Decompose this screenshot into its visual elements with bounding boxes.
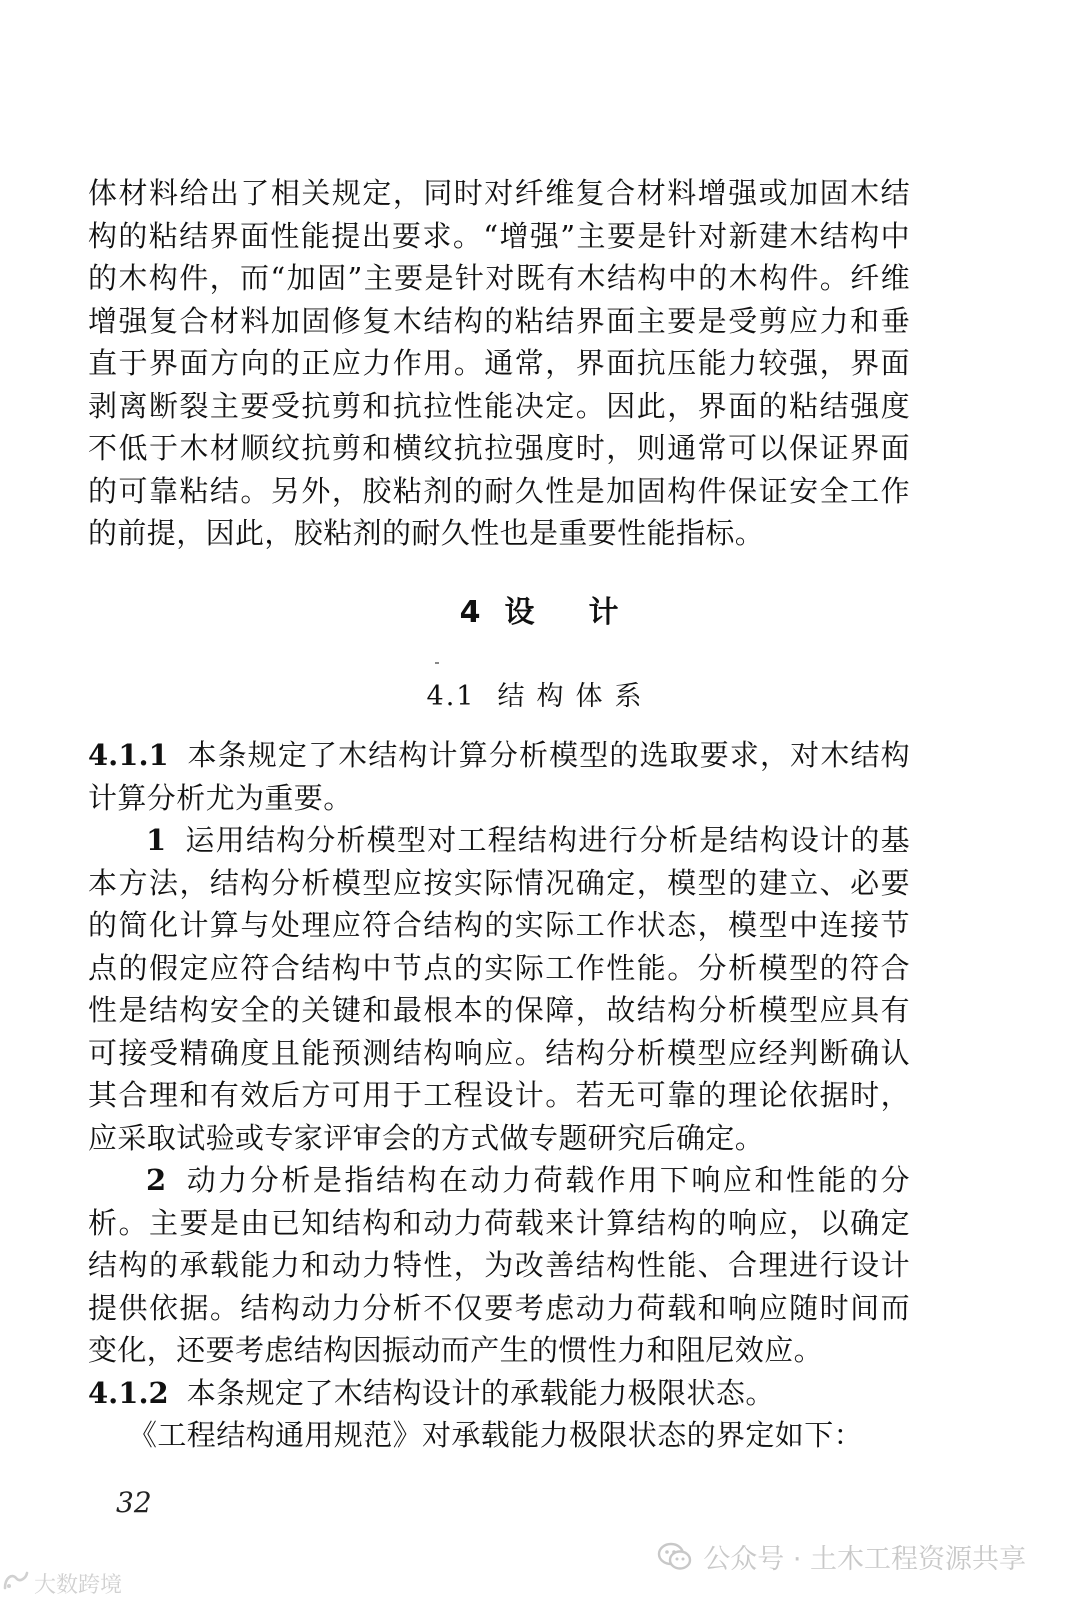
main-text-block [88, 734, 910, 1457]
chapter-number: 4 [459, 595, 483, 630]
clause-4-1-2-follow: 《工程结构通用规范》对承载能力极限状态的界定如下： [128, 1418, 864, 1452]
section-title: 结构体系 [497, 681, 654, 712]
scan-speck [435, 662, 439, 664]
clause-text: 本条规定了木结构设计的承载能力极限状态。 [186, 1375, 775, 1410]
item-number: 2 [146, 1163, 167, 1197]
item-text: 动力分析是指结构在动力荷载作用下响应和性能的分析。主要是由已知结构和动力荷载来计算结构的响应，以确定结构的承载能力和动力特性，为改善结构性能、合理进行设计提供依据。结构动力分析不仅要考虑动力荷载和响应随时间而变化，还要考虑结构因振动而产生的惯性力和阻尼效应。 [88, 1163, 910, 1367]
chapter-title-part1: 设 [504, 595, 537, 630]
watermark-wechat [657, 1537, 1026, 1576]
chapter-title-part2: 计 [588, 595, 621, 630]
watermark-logo-text: 大数跨境 [34, 1573, 123, 1598]
section-heading [0, 674, 1080, 713]
clause-item-1 [88, 819, 910, 1159]
chapter-heading [0, 587, 1080, 631]
section-number: 4.1 [426, 681, 476, 712]
item-number: 1 [146, 823, 167, 857]
clause-4-1-1 [88, 734, 910, 819]
item-text: 运用结构分析模型对工程结构进行分析是结构设计的基本方法，结构分析模型应按实际情况确定，模型的建立、必要的简化计算与处理应符合结构的实际工作状态，模型中连接节点的假定应符合结构中节点的实际工作性能。分析模型的符合性是结构安全的关键和最根本的保障，故结构分析模型应具有可接受精确度且能预测结构响应。结构分析模型应经判断确认其合理和有效后方可用于工程设计。若无可靠的理论依据时，应采取试验或专家评审会的方式做专题研究后确定。 [88, 823, 910, 1155]
page-number: 32 [116, 1486, 152, 1519]
clause-4-1-2 [88, 1372, 910, 1415]
clause-text: 本条规定了木结构计算分析模型的选取要求，对木结构计算分析尤为重要。 [88, 738, 910, 815]
watermark-wechat-text: 公众号 · 土木工程资源共享 [703, 1544, 1026, 1575]
clause-item-2 [88, 1159, 910, 1372]
intro-paragraph: 体材料给出了相关规定，同时对纤维复合材料增强或加固木结构的粘结界面性能提出要求。“增强”主要是针对新建木结构中的木构件，而“加固”主要是针对既有木结构中的木构件。纤维增强复合材料加固修复木结构的粘结界面主要是受剪应力和垂直于界面方向的正应力作用。通常，界面抗压能力较强，界面剥离断裂主要受抗剪和抗拉性能决定。因此，界面的粘结强度不低于木材顺纹抗剪和横纹抗拉强度时，则通常可以保证界面的可靠粘结。另外，胶粘剂的耐久性是加固构件保证安全工作的前提，因此，胶粘剂的耐久性也是重要性能指标。 [88, 176, 910, 550]
clause-number: 4.1.2 [88, 1375, 169, 1410]
wechat-icon [657, 1542, 693, 1572]
intro-text-block [88, 172, 910, 555]
logo-icon [2, 1570, 30, 1598]
watermark-logo [2, 1568, 122, 1599]
clause-number: 4.1.1 [88, 738, 169, 772]
